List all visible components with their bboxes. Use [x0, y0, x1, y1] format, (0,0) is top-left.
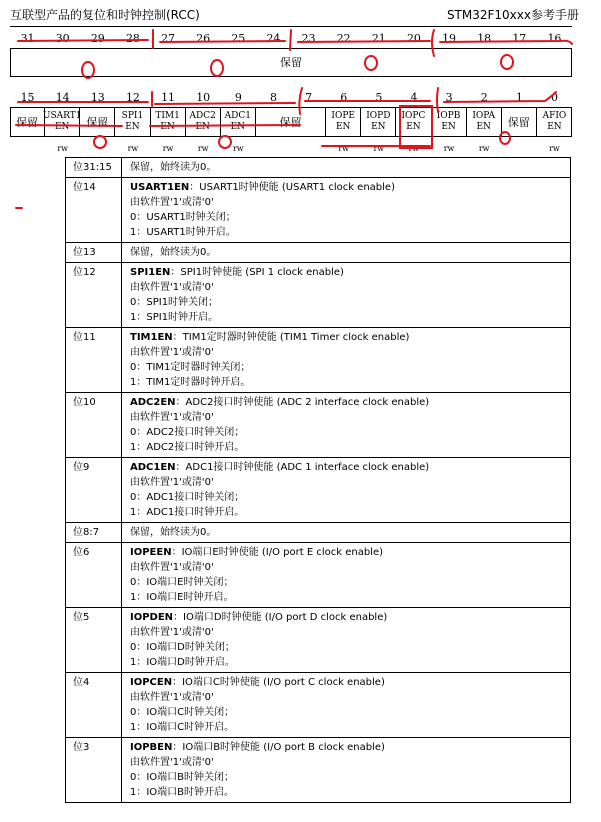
bit-description — [122, 458, 571, 523]
bit-description — [122, 158, 571, 178]
field-title: ：ADC1接口时钟使能 (ADC 1 interface clock enable) — [175, 462, 430, 473]
access-rw: rw — [443, 144, 455, 153]
bit-number: 16 — [547, 32, 562, 45]
reserved-field: 保留 — [502, 108, 537, 136]
bit-description — [122, 543, 571, 608]
table-row — [66, 673, 571, 738]
description-line: 0：USART1时钟关闭； — [130, 212, 236, 223]
bit-description — [122, 523, 571, 543]
bit-description — [122, 738, 571, 803]
bit-description — [122, 178, 571, 243]
table-row — [66, 738, 571, 803]
field-name: ADC2EN — [130, 397, 176, 408]
bit-number: 0 — [550, 91, 558, 104]
bit-number: 20 — [406, 32, 421, 45]
description-line: 0：SPI1时钟关闭； — [130, 297, 219, 308]
reserved-text: 保留，始终读为0。 — [130, 162, 217, 173]
access-rw: rw — [408, 144, 420, 153]
description-line: 1：IO端口D时钟开启。 — [130, 657, 235, 668]
register-upper-half — [10, 48, 572, 77]
field-name: SPI1EN — [130, 267, 171, 278]
description-line: 0：ADC2接口时钟关闭； — [130, 427, 245, 438]
bit-position: 位11 — [66, 328, 122, 393]
description-line: 由软件置'1'或清'0' — [130, 282, 214, 293]
reserved-field: 保留 — [256, 108, 326, 136]
table-row — [66, 393, 571, 458]
description-line: 1：IO端口B时钟开启。 — [130, 787, 235, 798]
bit-number: 15 — [20, 91, 35, 104]
field-b14: USART1 EN — [45, 108, 80, 136]
bit-number: 5 — [375, 91, 383, 104]
description-line: 由软件置'1'或清'0' — [130, 562, 214, 573]
bit-description — [122, 393, 571, 458]
bit-number: 13 — [90, 91, 105, 104]
table-row — [66, 523, 571, 543]
description-line: 由软件置'1'或清'0' — [130, 477, 214, 488]
bit-description — [122, 243, 571, 263]
bit-number: 23 — [301, 32, 316, 45]
description-line: 由软件置'1'或清'0' — [130, 627, 214, 638]
bit-number: 7 — [305, 91, 313, 104]
description-line: 1：ADC2接口时钟开启。 — [130, 442, 245, 453]
bit-position: 位31:15 — [66, 158, 122, 178]
register-lower-half — [10, 107, 572, 137]
field-title: ：ADC2接口时钟使能 (ADC 2 interface clock enable) — [175, 397, 430, 408]
bit-number: 8 — [269, 91, 277, 104]
bit-number: 21 — [371, 32, 386, 45]
bit-description — [122, 673, 571, 738]
bit-number: 18 — [477, 32, 492, 45]
bit-number: 29 — [90, 32, 105, 45]
lower-bit-numbers — [10, 91, 572, 105]
field-title: ：IO端口D时钟使能 (I/O port D clock enable) — [173, 612, 388, 623]
field-title: ：TIM1定时器时钟使能 (TIM1 Timer clock enable) — [172, 332, 410, 343]
bit-description — [122, 608, 571, 673]
table-row — [66, 458, 571, 523]
description-line: 由软件置'1'或清'0' — [130, 692, 214, 703]
bit-position: 位9 — [66, 458, 122, 523]
bit-number: 4 — [410, 91, 418, 104]
header-rule — [10, 26, 572, 27]
bit-position: 位13 — [66, 243, 122, 263]
reserved-field: 保留 — [10, 108, 45, 136]
field-name: IOPCEN — [130, 677, 173, 688]
description-line: 0：TIM1定时器时钟关闭； — [130, 362, 251, 373]
bit-description — [122, 328, 571, 393]
table-row — [66, 243, 571, 263]
field-b12: SPI1 EN — [115, 108, 150, 136]
access-rw: rw — [57, 144, 69, 153]
field-title: ：IO端口C时钟使能 (I/O port C clock enable) — [172, 677, 385, 688]
field-name: IOPBEN — [130, 742, 173, 753]
field-b4: IOPC EN — [396, 108, 431, 136]
bit-number: 9 — [234, 91, 242, 104]
field-b11: TIM1 EN — [151, 108, 186, 136]
bit-position: 位8:7 — [66, 523, 122, 543]
field-b5: IOPD EN — [361, 108, 396, 136]
access-rw: rw — [197, 144, 209, 153]
bit-number: 19 — [442, 32, 457, 45]
bit-number: 3 — [445, 91, 453, 104]
bit-number: 11 — [161, 91, 176, 104]
bit-number: 30 — [55, 32, 70, 45]
field-b0: AFIO EN — [542, 111, 567, 132]
description-line: 1：ADC1接口时钟开启。 — [130, 507, 245, 518]
bit-number: 1 — [515, 91, 523, 104]
bit-number: 6 — [340, 91, 348, 104]
access-rw: rw — [232, 144, 244, 153]
bit-number: 2 — [480, 91, 488, 104]
field-name: IOPDEN — [130, 612, 174, 623]
access-rw: rw — [127, 144, 139, 153]
field-b6: IOPE EN — [326, 108, 361, 136]
description-line: 1：IO端口E时钟开启。 — [130, 592, 234, 603]
reserved-text: 保留，始终读为0。 — [130, 247, 217, 258]
section-title: 互联型产品的复位和时钟控制(RCC) — [10, 8, 200, 22]
bit-number: 27 — [161, 32, 176, 45]
bit-number: 17 — [512, 32, 527, 45]
bit-number: 12 — [125, 91, 140, 104]
description-line: 1：SPI1时钟开启。 — [130, 312, 219, 323]
field-name: IOPEEN — [130, 547, 172, 558]
description-line: 0：IO端口B时钟关闭； — [130, 772, 235, 783]
field-title: ：SPI1时钟使能 (SPI 1 clock enable) — [170, 267, 344, 278]
bit-position: 位4 — [66, 673, 122, 738]
field-b2: IOPA EN — [467, 108, 502, 136]
field-name: TIM1EN — [130, 332, 173, 343]
table-row — [66, 543, 571, 608]
description-line: 1：IO端口C时钟开启。 — [130, 722, 235, 733]
bit-position: 位14 — [66, 178, 122, 243]
bit-number: 24 — [266, 32, 281, 45]
bit-position: 位6 — [66, 543, 122, 608]
upper-bit-numbers — [10, 32, 572, 46]
description-line: 1：TIM1定时器时钟开启。 — [130, 377, 251, 388]
field-b10: ADC2 EN — [186, 108, 221, 136]
description-line: 0：IO端口D时钟关闭； — [130, 642, 235, 653]
bit-description-table — [65, 157, 571, 803]
bit-position: 位5 — [66, 608, 122, 673]
description-line: 0：ADC1接口时钟关闭； — [130, 492, 245, 503]
access-rw: rw — [162, 144, 174, 153]
field-name: ADC1EN — [130, 462, 176, 473]
description-line: 由软件置'1'或清'0' — [130, 347, 214, 358]
reserved-field: 保留 — [80, 108, 115, 136]
bit-position: 位3 — [66, 738, 122, 803]
bit-number: 26 — [196, 32, 211, 45]
table-row — [66, 328, 571, 393]
bit-description — [122, 263, 571, 328]
bit-number: 22 — [336, 32, 351, 45]
bit-number: 31 — [20, 32, 35, 45]
table-row — [66, 263, 571, 328]
access-rw: rw — [373, 144, 385, 153]
field-b3: IOPB EN — [432, 108, 467, 136]
description-line: 0：IO端口E时钟关闭； — [130, 577, 234, 588]
description-line: 1：USART1时钟开启。 — [130, 227, 236, 238]
description-line: 由软件置'1'或清'0' — [130, 412, 214, 423]
reserved-field-upper: 保留 — [280, 56, 302, 69]
manual-title: STM32F10xxx参考手册 — [446, 8, 579, 22]
field-b9: ADC1 EN — [221, 108, 256, 136]
description-line: 由软件置'1'或清'0' — [130, 197, 214, 208]
reserved-text: 保留，始终读为0。 — [130, 527, 217, 538]
table-row — [66, 608, 571, 673]
access-rw: rw — [549, 144, 560, 153]
table-row — [66, 158, 571, 178]
bit-position: 位10 — [66, 393, 122, 458]
field-title: ：USART1时钟使能 (USART1 clock enable) — [189, 182, 395, 193]
table-row — [66, 178, 571, 243]
field-title: ：IO端口E时钟使能 (I/O port E clock enable) — [171, 547, 384, 558]
ink-zero-5 — [94, 136, 106, 148]
access-rw: rw — [338, 144, 350, 153]
bit-number: 14 — [55, 91, 70, 104]
description-line: 0：IO端口C时钟关闭； — [130, 707, 235, 718]
bit-number: 10 — [196, 91, 211, 104]
field-title: ：IO端口B时钟使能 (I/O port B clock enable) — [172, 742, 385, 753]
bit-number: 25 — [231, 32, 246, 45]
description-line: 由软件置'1'或清'0' — [130, 757, 214, 768]
bit-number: 28 — [125, 32, 140, 45]
access-rw: rw — [478, 144, 490, 153]
bit-position: 位12 — [66, 263, 122, 328]
field-name: USART1EN — [130, 182, 190, 193]
